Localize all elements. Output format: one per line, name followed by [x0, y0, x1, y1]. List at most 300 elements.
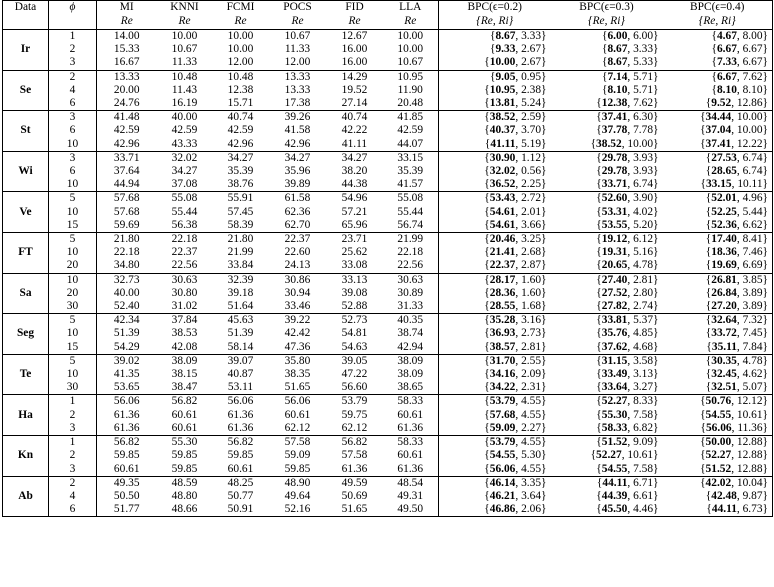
- bpc-cell: {26.81, 3.85}: [663, 273, 773, 287]
- bpc-cell: {28.36, 1.60}: [484, 286, 547, 299]
- phi-cell: 3: [49, 463, 97, 477]
- phi-cell: 5: [49, 314, 97, 328]
- value-cell: 54.29: [113, 340, 140, 353]
- bpc-cell: {37.78, 7.78}: [596, 124, 659, 137]
- value-cell: 38.74: [383, 327, 439, 340]
- bpc-cell: {9.33, 2.67}: [489, 43, 547, 56]
- value-cell: 25.62: [341, 246, 368, 259]
- phi-cell: 6: [49, 97, 97, 111]
- value-cell: 57.68: [113, 205, 140, 218]
- value-cell: 40.74: [327, 111, 383, 125]
- bpc-cell: {27.52, 2.80}: [596, 286, 659, 299]
- table-row: [3, 165, 773, 178]
- value-cell: 42.96: [113, 137, 140, 150]
- bpc-ri: 6.00: [633, 30, 654, 42]
- value-cell: 55.08: [157, 192, 213, 206]
- table-row: [3, 503, 773, 517]
- value-cell: 23.71: [327, 233, 383, 247]
- bpc-ri: 8.00: [742, 30, 763, 42]
- bpc-re: 37.62: [601, 340, 628, 353]
- dataset-name: St: [3, 111, 49, 152]
- phi-cell: 10: [49, 206, 97, 219]
- table-row: [3, 111, 773, 125]
- bpc-cell: {32.64, 7.32}: [663, 314, 773, 328]
- bpc-cell: {52.27, 12.88}: [663, 449, 773, 462]
- value-cell: 59.75: [341, 408, 368, 421]
- bpc-ri: 6.12: [633, 233, 654, 246]
- bpc-cell: {27.53, 6.74}: [663, 151, 773, 165]
- bpc-re: 32.51: [711, 381, 737, 394]
- value-cell: 56.82: [213, 436, 269, 450]
- bpc-ri: 3.89: [742, 300, 763, 313]
- bpc-ri: 6.61: [633, 489, 654, 502]
- bpc-cell: {53.79, 4.55}: [439, 436, 551, 450]
- bpc-re: 13.81: [489, 97, 516, 110]
- value-cell: 13.33: [97, 70, 157, 84]
- value-cell: 49.64: [284, 489, 311, 502]
- value-cell: 17.38: [284, 97, 311, 110]
- bpc-ri: 5.07: [742, 381, 763, 394]
- value-cell: 56.82: [327, 436, 383, 450]
- table-row: [3, 138, 773, 152]
- header-bpc-1: BPC(ϵ=0.2): [439, 1, 551, 16]
- bpc-re: 19.31: [601, 246, 628, 259]
- value-cell: 58.33: [383, 395, 439, 409]
- value-cell: 32.02: [157, 151, 213, 165]
- bpc-cell: {54.61, 3.66}: [484, 218, 547, 231]
- bpc-cell: {29.78, 3.93}: [551, 151, 663, 165]
- dataset-name: Ab: [3, 476, 49, 517]
- value-cell: 49.35: [97, 476, 157, 490]
- bpc-cell: {44.11, 6.71}: [551, 476, 663, 490]
- bpc-re: 53.31: [601, 205, 628, 218]
- value-cell: 44.38: [341, 178, 368, 191]
- value-cell: 61.58: [269, 192, 327, 206]
- subheader-re: Re: [383, 15, 439, 30]
- value-cell: 48.66: [157, 503, 213, 517]
- value-cell: 59.09: [284, 449, 311, 462]
- value-cell: 39.18: [227, 286, 254, 299]
- value-cell: 43.33: [171, 137, 198, 150]
- bpc-ri: 5.20: [633, 218, 654, 231]
- header-knni: KNNI: [157, 1, 213, 16]
- bpc-cell: {30.35, 4.78}: [663, 354, 773, 368]
- value-cell: 12.00: [227, 56, 254, 69]
- bpc-re: 52.25: [711, 205, 737, 218]
- bpc-cell: {29.78, 3.93}: [596, 165, 659, 178]
- bpc-ri: 7.32: [742, 314, 763, 327]
- table-row: [3, 341, 773, 355]
- phi-cell: 2: [49, 449, 97, 462]
- value-cell: 56.06: [213, 395, 269, 409]
- bpc-cell: {8.10, 5.71}: [601, 83, 659, 96]
- bpc-ri: 2.74: [633, 300, 654, 313]
- value-cell: 40.00: [113, 286, 140, 299]
- value-cell: 34.27: [213, 151, 269, 165]
- phi-cell: 15: [49, 341, 97, 355]
- phi-cell: 4: [49, 84, 97, 97]
- value-cell: 50.91: [213, 503, 269, 517]
- value-cell: 49.59: [327, 476, 383, 490]
- value-cell: 42.08: [171, 340, 198, 353]
- bpc-re: 34.22: [489, 381, 516, 394]
- bpc-cell: {4.67, 8.00}: [663, 30, 773, 44]
- value-cell: 40.35: [383, 314, 439, 328]
- bpc-cell: {21.41, 2.68}: [484, 246, 547, 259]
- bpc-ri: 5.37: [633, 314, 654, 327]
- bpc-ri: 5.71: [633, 70, 654, 83]
- bpc-cell: {6.00, 6.00}: [601, 30, 659, 42]
- value-cell: 16.00: [341, 56, 368, 69]
- value-cell: 51.64: [227, 300, 254, 313]
- value-cell: 57.21: [341, 205, 368, 218]
- bpc-re: 37.41: [601, 111, 628, 124]
- bpc-re: 41.11: [490, 137, 516, 150]
- value-cell: 10.95: [383, 70, 439, 84]
- bpc-ri: 3.16: [521, 314, 542, 327]
- value-cell: 14.29: [327, 70, 383, 84]
- bpc-ri: 5.30: [521, 449, 542, 462]
- bpc-cell: {19.69, 6.69}: [663, 259, 773, 273]
- bpc-re: 46.21: [489, 489, 516, 502]
- bpc-ri: 2.06: [521, 503, 542, 516]
- bpc-ri: 7.45: [742, 327, 763, 340]
- bpc-re: 7.33: [716, 56, 737, 69]
- value-cell: 34.27: [327, 151, 383, 165]
- bpc-ri: 3.85: [742, 273, 763, 286]
- value-cell: 10.00: [227, 30, 254, 42]
- bpc-re: 19.12: [601, 233, 628, 246]
- bpc-cell: {10.95, 2.38}: [484, 83, 547, 96]
- value-cell: 47.22: [341, 368, 368, 381]
- bpc-re: 56.06: [489, 462, 516, 475]
- bpc-cell: {44.39, 6.61}: [596, 489, 659, 502]
- value-cell: 10.00: [171, 30, 198, 42]
- table-row: [3, 43, 773, 56]
- value-cell: 38.09: [383, 354, 439, 368]
- value-cell: 59.85: [284, 462, 311, 475]
- value-cell: 10.00: [227, 43, 254, 56]
- subheader-re: Re: [97, 15, 157, 30]
- bpc-re: 37.78: [601, 124, 628, 137]
- table-row: [3, 314, 773, 328]
- bpc-cell: {27.40, 2.81}: [551, 273, 663, 287]
- bpc-re: 40.37: [489, 124, 516, 137]
- bpc-ri: 4.46: [633, 503, 654, 516]
- phi-cell: 3: [49, 151, 97, 165]
- bpc-re: 17.40: [711, 233, 737, 246]
- bpc-ri: 3.93: [633, 151, 654, 164]
- phi-cell: 5: [49, 233, 97, 247]
- table-row: [3, 124, 773, 137]
- bpc-cell: {31.15, 3.58}: [551, 354, 663, 368]
- value-cell: 22.37: [171, 246, 198, 259]
- table-row: [3, 409, 773, 422]
- value-cell: 58.39: [227, 218, 254, 231]
- value-cell: 48.90: [269, 476, 327, 490]
- table-row: [3, 178, 773, 192]
- bpc-cell: {42.02, 10.04}: [663, 476, 773, 490]
- value-cell: 42.59: [383, 124, 439, 137]
- bpc-re: 18.36: [711, 246, 737, 259]
- bpc-cell: {52.01, 4.96}: [663, 192, 773, 206]
- table-row: [3, 300, 773, 314]
- table-row: [3, 273, 773, 287]
- table-row: [3, 206, 773, 219]
- bpc-re: 53.43: [489, 192, 516, 205]
- value-cell: 60.61: [227, 462, 254, 475]
- bpc-ri: 2.67: [521, 43, 542, 56]
- bpc-ri: 2.81: [521, 340, 542, 353]
- value-cell: 54.81: [341, 327, 368, 340]
- value-cell: 39.89: [284, 178, 311, 191]
- value-cell: 60.61: [383, 449, 439, 462]
- value-cell: 48.59: [157, 476, 213, 490]
- value-cell: 59.85: [171, 462, 198, 475]
- value-cell: 11.43: [171, 83, 198, 96]
- bpc-cell: {28.55, 1.68}: [484, 300, 547, 313]
- header-fcmi: FCMI: [213, 1, 269, 16]
- bpc-ri: 8.41: [742, 233, 763, 246]
- bpc-re: 59.09: [489, 421, 516, 434]
- bpc-cell: {46.86, 2.06}: [439, 503, 551, 517]
- bpc-ri: 6.74: [742, 151, 763, 164]
- value-cell: 60.61: [171, 408, 198, 421]
- value-cell: 41.85: [383, 111, 439, 125]
- bpc-ri: 2.31: [521, 381, 542, 394]
- table-row: [3, 233, 773, 247]
- phi-cell: 2: [49, 43, 97, 56]
- bpc-ri: 6.74: [742, 165, 763, 178]
- bpc-cell: {51.52, 9.09}: [551, 436, 663, 450]
- bpc-ri: 1.60: [521, 286, 542, 299]
- bpc-cell: {28.17, 1.60}: [439, 273, 551, 287]
- value-cell: 42.42: [284, 327, 311, 340]
- bpc-re: 32.02: [489, 165, 516, 178]
- value-cell: 40.87: [227, 368, 254, 381]
- bpc-ri: 10.00: [736, 124, 763, 137]
- bpc-ri: 5.16: [633, 246, 654, 259]
- value-cell: 44.94: [113, 178, 140, 191]
- table-row: [3, 327, 773, 340]
- bpc-ri: 12.22: [736, 137, 763, 150]
- bpc-re: 9.52: [711, 97, 732, 110]
- bpc-cell: {19.12, 6.12}: [551, 233, 663, 247]
- bpc-cell: {7.14, 5.71}: [551, 70, 663, 84]
- bpc-cell: {37.04, 10.00}: [663, 124, 773, 137]
- bpc-ri: 7.58: [633, 408, 654, 421]
- value-cell: 40.74: [213, 111, 269, 125]
- value-cell: 60.61: [113, 462, 140, 475]
- value-cell: 54.63: [341, 340, 368, 353]
- bpc-cell: {27.82, 2.74}: [596, 300, 659, 313]
- dataset-name: Kn: [3, 436, 49, 477]
- table-row: [3, 381, 773, 395]
- bpc-cell: {33.72, 7.45}: [663, 327, 773, 340]
- bpc-re: 20.46: [489, 233, 516, 246]
- bpc-re: 12.38: [601, 97, 628, 110]
- bpc-ri: 10.11: [737, 178, 763, 191]
- phi-cell: 20: [49, 259, 97, 273]
- value-cell: 39.22: [269, 314, 327, 328]
- value-cell: 22.18: [157, 233, 213, 247]
- bpc-re: 52.60: [601, 192, 628, 205]
- value-cell: 12.38: [227, 83, 254, 96]
- value-cell: 62.12: [341, 421, 368, 434]
- bpc-cell: {38.52, 10.00}: [590, 137, 659, 150]
- value-cell: 12.00: [284, 56, 311, 69]
- value-cell: 56.82: [157, 395, 213, 409]
- value-cell: 41.48: [97, 111, 157, 125]
- bpc-ri: 10.04: [736, 476, 763, 489]
- bpc-ri: 8.10: [742, 83, 763, 96]
- bpc-ri: 2.67: [521, 56, 542, 69]
- bpc-ri: 9.09: [633, 436, 654, 449]
- table-row: [3, 30, 773, 44]
- bpc-cell: {22.37, 2.87}: [484, 259, 547, 272]
- value-cell: 61.36: [227, 421, 254, 434]
- bpc-ri: 7.62: [742, 70, 763, 83]
- bpc-ri: 2.55: [521, 354, 542, 367]
- value-cell: 40.00: [157, 111, 213, 125]
- bpc-re: 30.35: [711, 354, 737, 367]
- value-cell: 31.33: [383, 300, 439, 314]
- bpc-cell: {36.93, 2.73}: [484, 327, 547, 340]
- bpc-ri: 3.33: [521, 30, 542, 42]
- bpc-re: 27.40: [601, 273, 628, 286]
- bpc-ri: 1.60: [521, 273, 542, 286]
- bpc-re: 57.68: [489, 408, 516, 421]
- bpc-ri: 12.88: [736, 462, 763, 475]
- bpc-cell: {32.02, 0.56}: [484, 165, 547, 178]
- bpc-re: 10.00: [489, 56, 516, 69]
- bpc-cell: {33.49, 3.13}: [596, 368, 659, 381]
- table-row: [3, 463, 773, 477]
- value-cell: 19.52: [341, 83, 368, 96]
- table-row: [3, 70, 773, 84]
- bpc-cell: {53.55, 5.20}: [596, 218, 659, 231]
- bpc-cell: {10.00, 2.67}: [484, 56, 547, 69]
- value-cell: 56.82: [97, 436, 157, 450]
- value-cell: 11.33: [171, 56, 198, 69]
- bpc-re: 44.39: [601, 489, 628, 502]
- bpc-cell: {17.40, 8.41}: [663, 233, 773, 247]
- bpc-cell: {33.81, 5.37}: [551, 314, 663, 328]
- bpc-cell: {56.06, 4.55}: [484, 462, 547, 475]
- value-cell: 42.94: [383, 341, 439, 355]
- value-cell: 53.79: [327, 395, 383, 409]
- bpc-ri: 2.81: [633, 273, 654, 286]
- bpc-re: 27.52: [601, 286, 628, 299]
- bpc-ri: 6.71: [633, 476, 654, 489]
- phi-cell: 4: [49, 490, 97, 503]
- bpc-re: 6.00: [607, 30, 628, 42]
- value-cell: 33.13: [327, 273, 383, 287]
- value-cell: 33.84: [227, 259, 254, 272]
- table-row: [3, 490, 773, 503]
- subheader-row: [3, 15, 773, 30]
- header-pocs: POCS: [269, 1, 327, 16]
- value-cell: 10.00: [383, 43, 439, 56]
- value-cell: 49.50: [383, 503, 439, 517]
- value-cell: 10.48: [213, 70, 269, 84]
- phi-cell: 10: [49, 368, 97, 381]
- bpc-re: 51.52: [705, 462, 732, 475]
- bpc-cell: {38.57, 2.81}: [484, 340, 547, 353]
- bpc-re: 45.50: [601, 503, 628, 516]
- bpc-ri: 4.55: [521, 462, 542, 475]
- value-cell: 16.67: [113, 56, 140, 69]
- bpc-cell: {8.67, 3.33}: [601, 43, 659, 56]
- phi-cell: 10: [49, 246, 97, 259]
- bpc-cell: {40.37, 3.70}: [484, 124, 547, 137]
- bpc-re: 38.52: [489, 111, 516, 124]
- bpc-cell: {26.84, 3.89}: [663, 287, 773, 300]
- value-cell: 34.27: [171, 165, 198, 178]
- value-cell: 37.84: [157, 314, 213, 328]
- value-cell: 10.48: [157, 70, 213, 84]
- bpc-cell: {37.41, 6.30}: [551, 111, 663, 125]
- bpc-ri: 2.80: [633, 286, 654, 299]
- subheader-re: Re: [157, 15, 213, 30]
- bpc-cell: {54.55, 10.61}: [663, 409, 773, 422]
- value-cell: 33.08: [341, 259, 368, 272]
- value-cell: 35.96: [284, 165, 311, 178]
- value-cell: 57.68: [97, 192, 157, 206]
- phi-cell: 30: [49, 381, 97, 395]
- bpc-cell: {54.61, 2.01}: [484, 205, 547, 218]
- dataset-name: Wi: [3, 151, 49, 192]
- bpc-ri: 3.89: [742, 286, 763, 299]
- value-cell: 45.63: [213, 314, 269, 328]
- bpc-ri: 12.88: [736, 449, 763, 462]
- bpc-cell: {33.71, 6.74}: [596, 178, 659, 191]
- bpc-cell: {33.15, 10.11}: [663, 178, 773, 192]
- bpc-ri: 2.09: [521, 368, 542, 381]
- value-cell: 61.36: [227, 408, 254, 421]
- table-row: [3, 84, 773, 97]
- bpc-re: 8.67: [607, 43, 628, 56]
- value-cell: 42.34: [97, 314, 157, 328]
- bpc-ri: 2.68: [521, 246, 542, 259]
- bpc-ri: 0.56: [521, 165, 542, 178]
- value-cell: 62.70: [284, 218, 311, 231]
- bpc-re: 33.71: [601, 178, 628, 191]
- bpc-re: 46.14: [489, 476, 516, 489]
- bpc-ri: 3.13: [633, 368, 654, 381]
- value-cell: 10.67: [383, 56, 439, 70]
- bpc-ri: 9.87: [742, 489, 763, 502]
- bpc-cell: {45.50, 4.46}: [551, 503, 663, 517]
- bpc-ri: 10.61: [736, 408, 763, 421]
- bpc-re: 35.11: [711, 340, 737, 353]
- value-cell: 61.36: [113, 408, 140, 421]
- value-cell: 22.37: [269, 233, 327, 247]
- bpc-re: 8.10: [607, 83, 628, 96]
- value-cell: 34.27: [269, 151, 327, 165]
- value-cell: 58.33: [383, 436, 439, 450]
- value-cell: 35.39: [227, 165, 254, 178]
- value-cell: 30.63: [383, 273, 439, 287]
- value-cell: 30.89: [383, 287, 439, 300]
- value-cell: 32.39: [213, 273, 269, 287]
- bpc-re: 7.14: [607, 70, 628, 83]
- table-row: [3, 192, 773, 206]
- phi-cell: 3: [49, 422, 97, 436]
- dataset-name: FT: [3, 233, 49, 274]
- value-cell: 38.35: [284, 368, 311, 381]
- bpc-re: 21.41: [489, 246, 516, 259]
